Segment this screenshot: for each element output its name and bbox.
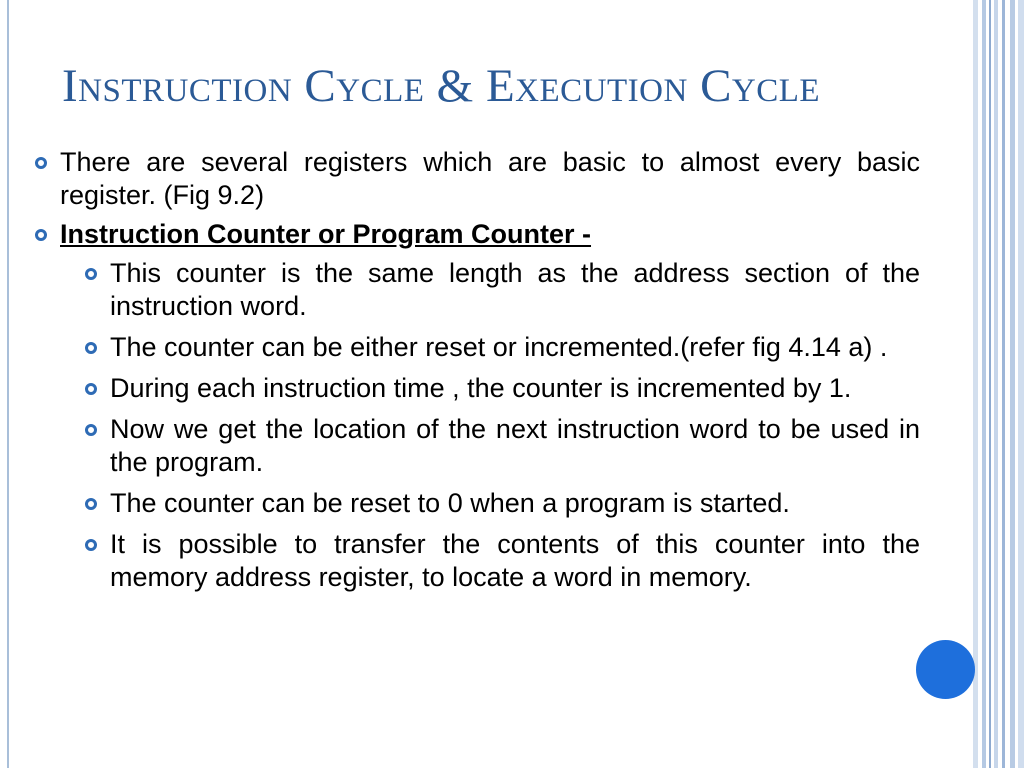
decorative-blue-circle bbox=[916, 640, 975, 699]
right-border-stripe bbox=[1018, 0, 1024, 768]
slide-title: Instruction Cycle & Execution Cycle bbox=[62, 60, 821, 112]
hollow-circle-bullet-icon bbox=[35, 229, 47, 241]
hollow-circle-bullet-icon bbox=[85, 342, 97, 354]
bullet-text: Now we get the location of the next instruction word to be used in the program. bbox=[110, 414, 920, 477]
bullet-heading: Instruction Counter or Program Counter - bbox=[60, 219, 592, 249]
right-border-stripe bbox=[1010, 0, 1015, 768]
bullet-text: There are several registers which are basic to almost every basic register. (Fig 9.2) bbox=[60, 147, 920, 210]
bullet-list bbox=[30, 146, 920, 594]
sub-bullet-item bbox=[80, 487, 920, 520]
hollow-circle-bullet-icon bbox=[85, 383, 97, 395]
bullet-text: This counter is the same length as the address section of the instruction word. bbox=[110, 258, 920, 321]
hollow-circle-bullet-icon bbox=[85, 539, 97, 551]
sub-bullet-item bbox=[80, 257, 920, 323]
sub-bullet-item bbox=[80, 331, 920, 364]
hollow-circle-bullet-icon bbox=[85, 424, 97, 436]
sub-bullet-item bbox=[80, 372, 920, 405]
hollow-circle-bullet-icon bbox=[35, 157, 47, 169]
right-border-stripe bbox=[982, 0, 986, 768]
right-border-stripe bbox=[989, 0, 991, 768]
hollow-circle-bullet-icon bbox=[85, 498, 97, 510]
bullet-text: The counter can be reset to 0 when a program is started. bbox=[110, 488, 790, 518]
right-border-stripe bbox=[1002, 0, 1005, 768]
bullet-text: The counter can be either reset or incremented.(refer fig 4.14 a) . bbox=[110, 332, 888, 362]
bullet-text: During each instruction time , the counter is incremented by 1. bbox=[110, 373, 852, 403]
sub-bullet-item bbox=[80, 528, 920, 594]
left-border-stripe bbox=[7, 0, 9, 768]
right-border-stripe bbox=[973, 0, 978, 768]
bullet-item bbox=[30, 218, 920, 251]
sub-bullet-item bbox=[80, 413, 920, 479]
right-border-stripe bbox=[994, 0, 998, 768]
bullet-item bbox=[30, 146, 920, 212]
bullet-text: It is possible to transfer the contents of this counter into the memory address register, to locate a word in memory. bbox=[110, 529, 920, 592]
hollow-circle-bullet-icon bbox=[85, 268, 97, 280]
